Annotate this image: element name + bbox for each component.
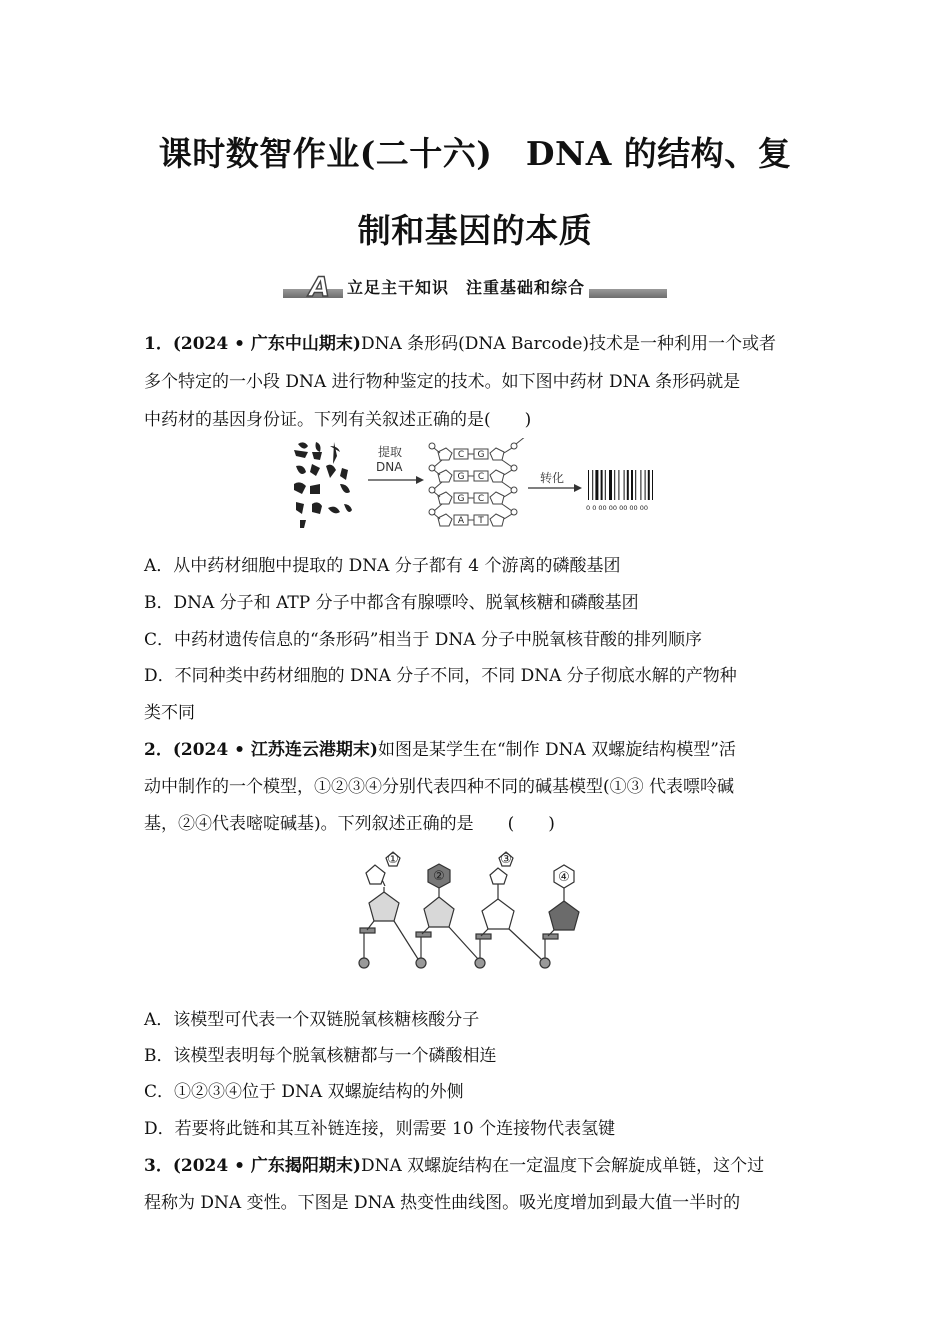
base-pair-1-right: G	[477, 450, 485, 460]
barcode-stripe	[627, 470, 629, 500]
barcode-stripe	[614, 470, 615, 500]
q1-option-b: B．DNA 分子和 ATP 分子中都含有腺嘌呤、脱氧核糖和磷酸基团	[144, 593, 639, 613]
barcode-stripe	[648, 470, 650, 500]
q1-stem-line-2: 多个特定的一小段 DNA 进行物种鉴定的技术。如下图中药材 DNA 条形码就是	[144, 372, 741, 392]
q2-number: 2．	[144, 740, 173, 760]
sugar-3	[482, 899, 514, 929]
sugar-4	[549, 901, 579, 930]
q1-option-a: A．从中药材细胞中提取的 DNA 分子都有 4 个游离的磷酸基团	[144, 556, 621, 576]
q2-stem-line-2: 动中制作的一个模型，①②③④分别代表四种不同的碱基模型(①③ 代表嘌呤碱	[144, 777, 735, 797]
q1-stem-line-1	[144, 329, 776, 354]
label-4: ④	[558, 870, 570, 885]
label-extract-line-1: 提取	[378, 445, 403, 459]
q2-stem-text-1: 如图是某学生在“制作 DNA 双螺旋结构模型”活	[377, 740, 736, 760]
barcode-stripe	[605, 470, 606, 500]
page-title-line-2: 制和基因的本质	[357, 211, 593, 250]
arrow-extract-head	[416, 476, 424, 484]
barcode-stripe	[652, 470, 653, 500]
barcode-stripe	[618, 470, 619, 500]
q3-stem-text-1: DNA 双螺旋结构在一定温度下会解旋成单链，这个过	[360, 1156, 765, 1176]
q1-source: (2024 • 广东中山期末)	[172, 334, 361, 354]
dna-barcode-figure	[290, 438, 670, 533]
barcode-stripe	[624, 470, 625, 500]
label-convert: 转化	[540, 471, 565, 485]
q3-stem-line-2: 程称为 DNA 变性。下图是 DNA 热变性曲线图。吸光度增加到最大值一半时的	[144, 1193, 741, 1213]
q1-option-d: D．不同种类中药材细胞的 DNA 分子不同，不同 DNA 分子彻底水解的产物种	[144, 666, 737, 686]
q2-stem-line-1	[144, 735, 736, 760]
barcode-stripe	[609, 470, 612, 500]
q1-stem-line-3: 中药材的基因身份证。下列有关叙述正确的是( )	[144, 410, 532, 430]
barcode-digits: 0 0 00 00 00 00 00	[586, 504, 649, 512]
base-pair-3-right: C	[477, 494, 485, 504]
q3-source: (2024 • 广东揭阳期末)	[172, 1156, 361, 1176]
base-pair-2-right: C	[477, 472, 485, 482]
barcode-image	[588, 470, 653, 500]
phosphate-2	[416, 958, 426, 968]
q1-number: 1．	[144, 334, 173, 354]
q1-option-d-cont: 类不同	[144, 703, 195, 723]
barcode-stripe	[640, 470, 641, 500]
sugar-1	[369, 892, 399, 921]
base-pair-4-right: T	[478, 516, 484, 526]
barcode-stripe	[635, 470, 636, 500]
q2-source: (2024 • 江苏连云港期末)	[172, 740, 378, 760]
q2-option-c: C．①②③④位于 DNA 双螺旋结构的外侧	[144, 1082, 464, 1102]
herb-specimens-image	[294, 442, 352, 528]
q2-option-b: B．该模型表明每个脱氧核糖都与一个磷酸相连	[144, 1046, 497, 1066]
barcode-stripe	[595, 470, 598, 500]
base-pair-2-left: G	[457, 472, 465, 482]
banner-letter: A	[309, 272, 330, 303]
barcode-stripe	[631, 470, 633, 500]
page-title-line-1: 课时数智作业(二十六) DNA 的结构、复	[158, 134, 792, 173]
banner-text: 立足主干知识 注重基础和综合	[343, 275, 589, 298]
barcode-stripe	[645, 470, 646, 500]
label-1: ①	[387, 852, 399, 867]
q3-number: 3．	[144, 1156, 173, 1176]
barcode-stripe	[588, 470, 589, 500]
phosphate-4	[540, 958, 550, 968]
q2-option-a: A．该模型可代表一个双链脱氧核糖核酸分子	[144, 1010, 480, 1030]
base-3-small-pentagon	[490, 868, 507, 884]
base-1-small-pentagon	[366, 865, 385, 884]
q2-stem-line-3: 基，②④代表嘧啶碱基)。下列叙述正确的是 ( )	[144, 814, 555, 834]
label-extract-line-2: DNA	[376, 460, 403, 474]
label-2: ②	[433, 869, 445, 884]
label-3: ③	[500, 852, 512, 867]
arrow-convert-head	[574, 484, 582, 492]
base-pair-4-left: A	[457, 516, 465, 526]
q3-stem-line-1	[144, 1151, 764, 1176]
q2-option-d: D．若要将此链和其互补链连接，则需要 10 个连接物代表氢键	[144, 1119, 616, 1139]
q1-stem-text-1: DNA 条形码(DNA Barcode)技术是一种利用一个或者	[360, 334, 777, 354]
sugar-2	[424, 897, 454, 927]
barcode-stripe	[592, 470, 593, 500]
phosphate-1	[359, 958, 369, 968]
base-pair-1-left: C	[457, 450, 465, 460]
section-banner	[283, 272, 667, 302]
base-pair-3-left: G	[457, 494, 465, 504]
nucleotide-chain-figure	[355, 842, 595, 974]
q1-option-c: C．中药材遗传信息的“条形码”相当于 DNA 分子中脱氧核苷酸的排列顺序	[144, 630, 702, 650]
phosphate-3	[475, 958, 485, 968]
barcode-stripe	[601, 470, 603, 500]
